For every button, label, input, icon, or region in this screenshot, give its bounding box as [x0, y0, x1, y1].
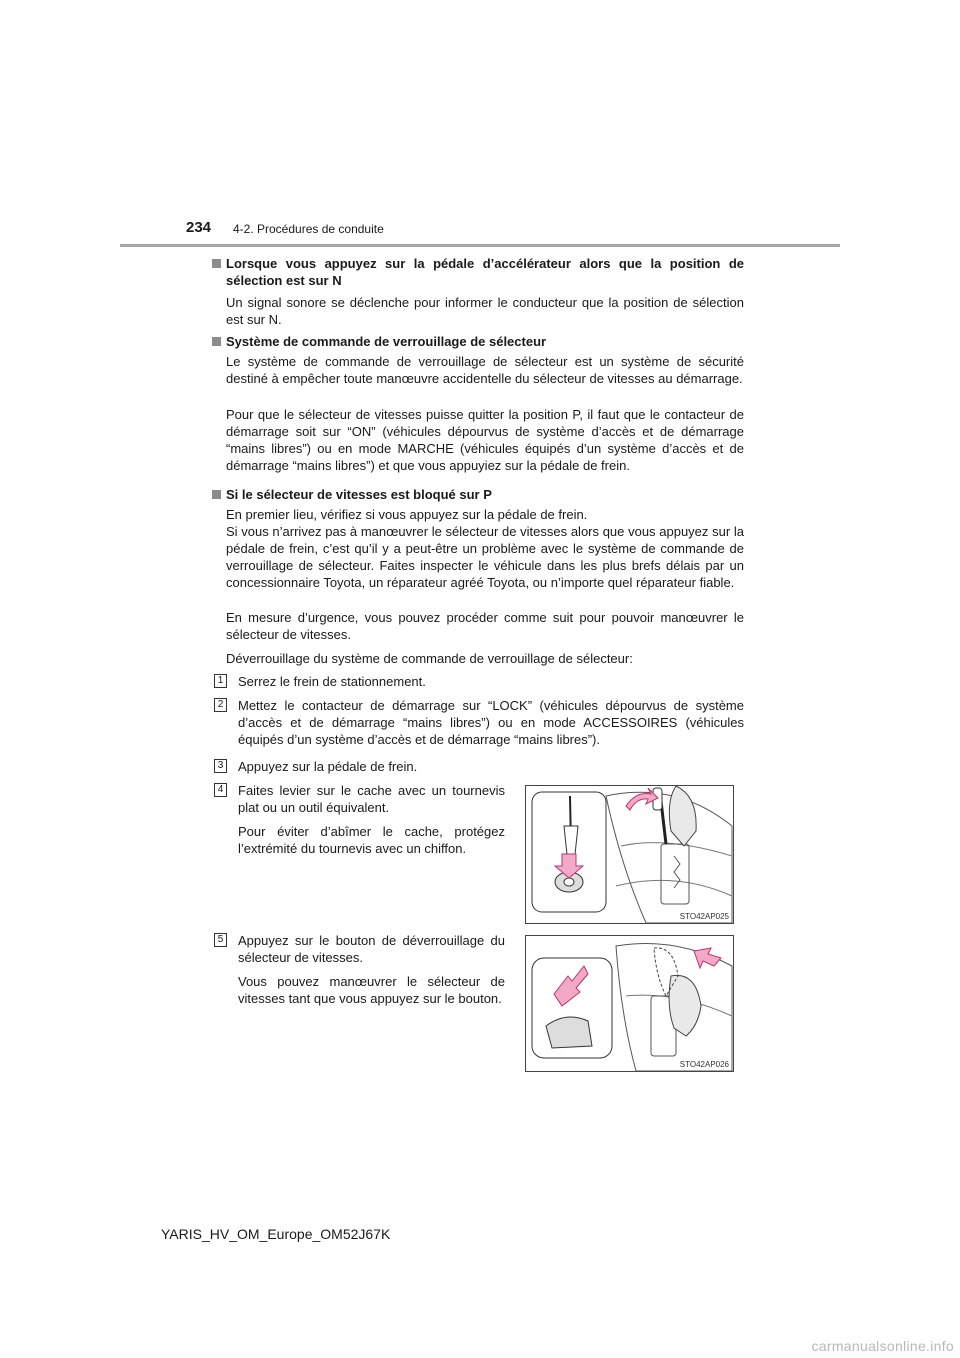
step-number: 3 [214, 759, 227, 773]
step-text: Appuyez sur le bouton de déverrouillage du sélecteur de vitesses. [238, 933, 505, 965]
section-body: Un signal sonore se déclenche pour informer le conducteur que la position de sélection est sur N. [226, 295, 744, 327]
page-number: 234 [186, 219, 212, 236]
figure-release-button [525, 935, 734, 1072]
section-body: En premier lieu, vérifiez si vous appuyez sur la pédale de frein. [226, 507, 588, 522]
figure-caption: STO42AP025 [679, 912, 729, 921]
step-number: 5 [214, 933, 227, 947]
section-body: Pour que le sélecteur de vitesses puisse quitter la position P, il faut que le contacteur de démarrage soit sur “ON” (véhicules dépourvus de système d’accès et de démarrage “mains libres”) ou en mode MARCHE (véhicules équipés d’un système d’accès et de démarrage “mains libres”) et que vous appuyiez sur la pédale de frein. [226, 407, 744, 473]
section-heading: Lorsque vous appuyez sur la pédale d’accélérateur alors que la position de sélection est sur N [226, 256, 744, 288]
section-heading: Si le sélecteur de vitesses est bloqué sur P [226, 487, 492, 502]
figure-caption: STO42AP026 [679, 1060, 729, 1069]
header-rule [120, 244, 840, 247]
page-header [0, 0, 960, 250]
section-intro: Déverrouillage du système de commande de verrouillage de sélecteur: [226, 651, 633, 666]
section-body: Si vous n’arrivez pas à manœuvrer le sélecteur de vitesses alors que vous appuyez sur la pédale de frein, c’est qu’il y a peut-être un problème avec le système de commande de verrouillage de sélecteur. Faites inspecter le véhicule dans les plus brefs délais par un concessionnaire Toyota, un réparateur agréé Toyota, ou n’importe quel réparateur fiable. [226, 524, 744, 590]
document-footer: YARIS_HV_OM_Europe_OM52J67K [161, 1226, 391, 1242]
step-number: 2 [214, 698, 227, 712]
step-note: Vous pouvez manœuvrer le sélecteur de vitesses tant que vous appuyez sur le bouton. [238, 974, 505, 1006]
step-text: Serrez le frein de stationnement. [238, 674, 426, 689]
step-text: Mettez le contacteur de démarrage sur “LOCK” (véhicules dépourvus de système d’accès et de démarrage “mains libres”) ou en mode ACCESSOIRES (véhicules équipés d’un système d’accès et de démarrage “mains libres”). [238, 698, 744, 747]
figure-screwdriver-cover [525, 785, 734, 924]
section-body: Le système de commande de verrouillage de sélecteur est un système de sécurité destiné à empêcher toute manœuvre accidentelle du sélecteur de vitesses au démarrage. [226, 354, 744, 386]
step-text: Faites levier sur le cache avec un tournevis plat ou un outil équivalent. [238, 783, 505, 815]
step-note: Pour éviter d’abîmer le cache, protégez l’extrémité du tournevis avec un chiffon. [238, 824, 505, 856]
watermark: carmanualsonline.info [811, 1338, 954, 1354]
bullet-square [212, 259, 221, 268]
bullet-square [212, 337, 221, 346]
step-number: 1 [214, 674, 227, 688]
step-text: Appuyez sur la pédale de frein. [238, 759, 418, 774]
section-heading: Système de commande de verrouillage de sélecteur [226, 334, 547, 349]
shifter-cover-illustration [526, 786, 733, 923]
bullet-square [212, 490, 221, 499]
step-number: 4 [214, 783, 227, 797]
section-title: 4-2. Procédures de conduite [233, 222, 384, 236]
section-body: En mesure d’urgence, vous pouvez procéder comme suit pour pouvoir manœuvrer le sélecteur de vitesses. [226, 610, 744, 642]
shift-release-illustration [526, 936, 733, 1071]
